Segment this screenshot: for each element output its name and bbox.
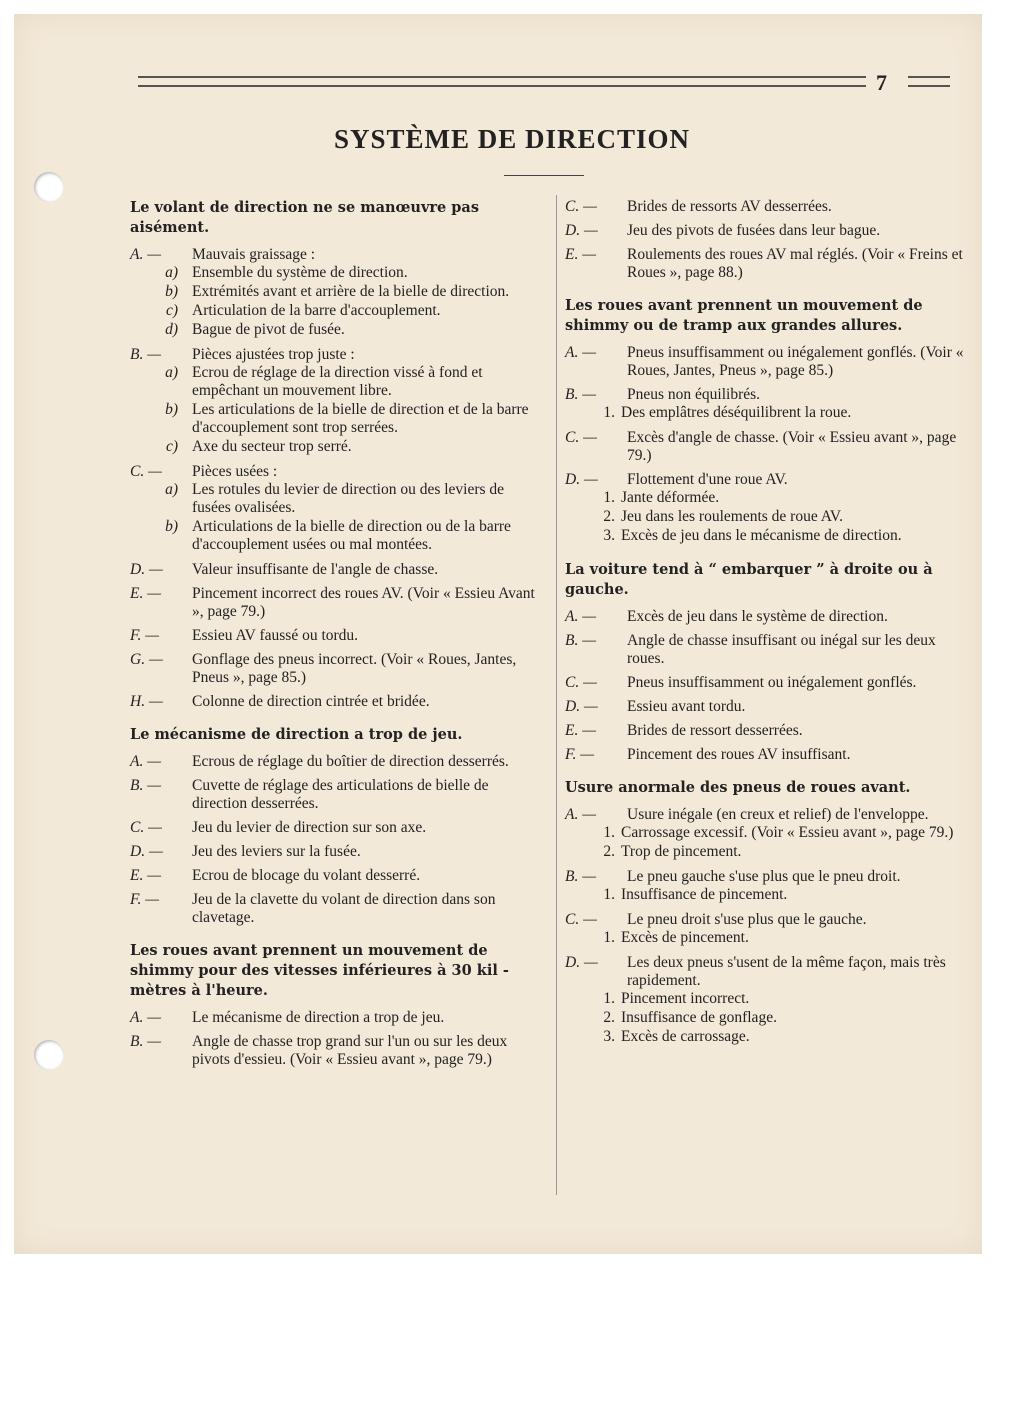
item-text: Valeur insuffisante de l'angle de chasse. [192, 561, 439, 578]
sub-item [603, 1028, 965, 1046]
sub-item-label: a) [165, 364, 178, 381]
item-text: Angle de chasse insuffisant ou inégal sur les deux roues. [627, 632, 936, 667]
sub-item-label: 1. [603, 824, 615, 841]
list-item [565, 806, 965, 862]
list-item [565, 429, 965, 465]
item-body [627, 198, 965, 216]
sub-item [603, 990, 965, 1008]
list-item [565, 954, 965, 1047]
list-item [130, 891, 540, 927]
item-text: Roulements des roues AV mal réglés. (Voir « Freins et Roues », page 88.) [627, 246, 963, 281]
item-body [603, 471, 965, 546]
item-label: A. — [565, 344, 596, 361]
section [565, 560, 965, 764]
item-body [192, 819, 540, 837]
list-item [565, 246, 965, 282]
item-text: Brides de ressorts AV desserrées. [627, 198, 832, 215]
item-text: Mauvais graissage : [192, 246, 316, 263]
item-label: D. — [130, 561, 163, 578]
item-label: B. — [130, 1033, 161, 1050]
sub-item-text: Excès de pincement. [621, 929, 749, 946]
item-label: C. — [130, 819, 162, 836]
item-label: H. — [130, 693, 163, 710]
section-heading: Usure anormale des pneus de roues avant. [565, 779, 911, 796]
sub-item-text: Insuffisance de pincement. [621, 886, 788, 903]
sub-item-label: 1. [603, 929, 615, 946]
item-text: Pneus insuffisamment ou inégalement gonflés. (Voir « Roues, Jantes, Pneus », page 85.) [627, 344, 964, 379]
item-text: Excès d'angle de chasse. (Voir « Essieu avant », page 79.) [627, 429, 957, 464]
sub-item-label: 1. [603, 886, 615, 903]
sub-item-label: c) [165, 302, 178, 319]
list-item [565, 632, 965, 668]
item-text: Pneus insuffisamment ou inégalement gonflés. [627, 674, 917, 691]
sub-item-text: Excès de carrossage. [621, 1028, 750, 1045]
list-item [130, 753, 540, 771]
item-label: B. — [565, 868, 596, 885]
sub-item-text: Extrémités avant et arrière de la bielle de direction. [192, 283, 510, 300]
list-item [130, 463, 540, 555]
sub-item [165, 401, 540, 437]
sub-item-text: Les articulations de la bielle de direction et de la barre d'accouplement sont trop serrées. [192, 401, 529, 436]
sub-item-text: Des emplâtres déséquilibrent la roue. [621, 404, 852, 421]
item-body [603, 806, 965, 862]
item-text: Jeu de la clavette du volant de direction dans son clavetage. [192, 891, 496, 926]
item-body [603, 954, 965, 1047]
sub-item-text: Bague de pivot de fusée. [192, 321, 345, 338]
list-item [130, 819, 540, 837]
item-body [192, 777, 540, 813]
sub-item-label: 2. [603, 1009, 615, 1026]
sub-item-text: Ensemble du système de direction. [192, 264, 408, 281]
item-text: Pincement des roues AV insuffisant. [627, 746, 851, 763]
list-item [565, 722, 965, 740]
sub-item [165, 321, 540, 339]
item-text: Le pneu droit s'use plus que le gauche. [627, 911, 867, 928]
section [565, 778, 965, 1047]
left-column [130, 198, 540, 1083]
list-item [565, 198, 965, 216]
punch-hole [34, 172, 64, 202]
item-label: C. — [565, 911, 597, 928]
item-body [627, 608, 965, 626]
sub-item-label: 1. [603, 990, 615, 1007]
list-item [565, 868, 965, 905]
item-body [627, 698, 965, 716]
item-body [627, 344, 965, 380]
sub-item-label: 1. [603, 404, 615, 421]
item-label: E. — [565, 246, 596, 263]
sub-item-label: b) [165, 401, 178, 418]
sub-item-label: 2. [603, 843, 615, 860]
sub-item-label: 3. [603, 527, 615, 544]
sub-item [165, 481, 540, 517]
item-text: Pneus non équilibrés. [627, 386, 761, 403]
sub-item [603, 489, 965, 507]
item-body [192, 1009, 540, 1027]
sub-item-text: Carrossage excessif. (Voir « Essieu avant », page 79.) [621, 824, 954, 841]
sub-item [165, 264, 540, 282]
item-body [192, 693, 540, 711]
item-text: Jeu des pivots de fusées dans leur bague. [627, 222, 881, 239]
title-underline [504, 175, 584, 176]
item-label: G. — [130, 651, 163, 668]
item-body [627, 674, 965, 692]
sub-item-label: 1. [603, 489, 615, 506]
sub-item [165, 438, 540, 456]
item-body [192, 1033, 540, 1069]
item-body [627, 222, 965, 240]
sub-item-text: Pincement incorrect. [621, 990, 750, 1007]
item-text: Ecrous de réglage du boîtier de direction desserrés. [192, 753, 509, 770]
item-text: Jeu des leviers sur la fusée. [192, 843, 361, 860]
item-label: C. — [130, 463, 162, 480]
section [130, 941, 540, 1069]
item-label: F. — [565, 746, 595, 763]
item-body [165, 346, 540, 457]
list-item [130, 627, 540, 645]
item-label: A. — [130, 1009, 161, 1026]
item-label: B. — [565, 386, 596, 403]
section [130, 198, 540, 711]
section [130, 725, 540, 927]
item-label: C. — [565, 429, 597, 446]
punch-hole [34, 1040, 64, 1070]
item-text: Pièces ajustées trop juste : [192, 346, 355, 363]
sub-item-label: a) [165, 481, 178, 498]
item-body [165, 463, 540, 555]
item-text: Essieu AV faussé ou tordu. [192, 627, 359, 644]
sub-item [165, 518, 540, 554]
item-body [165, 246, 540, 340]
section-heading: Les roues avant prennent un mouvement de shimmy ou de tramp aux grandes allures. [565, 297, 923, 334]
list-item [565, 344, 965, 380]
list-item [565, 674, 965, 692]
list-item [130, 1033, 540, 1069]
item-label: B. — [130, 777, 161, 794]
item-body [192, 891, 540, 927]
sub-item-label: 2. [603, 508, 615, 525]
item-text: Le mécanisme de direction a trop de jeu. [192, 1009, 445, 1026]
item-body [627, 429, 965, 465]
item-text: Excès de jeu dans le système de direction. [627, 608, 888, 625]
sub-item-text: Jeu dans les roulements de roue AV. [621, 508, 843, 525]
list-item [130, 561, 540, 579]
item-text: Le pneu gauche s'use plus que le pneu droit. [627, 868, 901, 885]
list-item [130, 651, 540, 687]
sub-item [603, 843, 965, 861]
item-label: A. — [130, 753, 161, 770]
item-text: Flottement d'une roue AV. [627, 471, 788, 488]
header-rule [138, 76, 866, 87]
item-label: A. — [565, 806, 596, 823]
item-label: F. — [130, 627, 160, 644]
list-item [130, 585, 540, 621]
item-text: Angle de chasse trop grand sur l'un ou sur les deux pivots d'essieu. (Voir « Essieu avant », page 79.) [192, 1033, 508, 1068]
list-item [565, 746, 965, 764]
section [565, 198, 965, 282]
item-text: Pièces usées : [192, 463, 278, 480]
item-text: Jeu du levier de direction sur son axe. [192, 819, 427, 836]
sub-item [603, 886, 965, 904]
right-column [565, 198, 965, 1061]
sub-item-text: Les rotules du levier de direction ou des leviers de fusées ovalisées. [192, 481, 505, 516]
item-label: B. — [565, 632, 596, 649]
item-label: C. — [565, 198, 597, 215]
list-item [565, 698, 965, 716]
list-item [130, 867, 540, 885]
item-body [627, 746, 965, 764]
sub-item-text: Excès de jeu dans le mécanisme de direction. [621, 527, 902, 544]
list-item [565, 608, 965, 626]
page-number: 7 [876, 70, 887, 95]
item-body [627, 632, 965, 668]
sub-item-text: Insuffisance de gonflage. [621, 1009, 777, 1026]
section-heading: Les roues avant prennent un mouvement de shimmy pour des vitesses inférieures à 30 kil - mètres à l'heure. [130, 942, 509, 999]
sub-item-label: b) [165, 283, 178, 300]
item-body [627, 246, 965, 282]
item-body [603, 868, 965, 905]
item-label: D. — [565, 698, 598, 715]
sub-item [603, 508, 965, 526]
section [565, 296, 965, 546]
item-text: Colonne de direction cintrée et bridée. [192, 693, 430, 710]
sub-item-text: Jante déformée. [621, 489, 720, 506]
item-label: A. — [565, 608, 596, 625]
sub-item [603, 824, 965, 842]
item-text: Pincement incorrect des roues AV. (Voir « Essieu Avant », page 79.) [192, 585, 535, 620]
sub-item [603, 929, 965, 947]
item-body [192, 561, 540, 579]
page-title: SYSTÈME DE DIRECTION [333, 124, 691, 154]
item-label: E. — [130, 867, 161, 884]
list-item [565, 386, 965, 423]
item-label: B. — [130, 346, 161, 363]
sub-item-label: a) [165, 264, 178, 281]
sub-item-label: c) [165, 438, 178, 455]
item-text: Cuvette de réglage des articulations de bielle de direction desserrées. [192, 777, 489, 812]
item-body [192, 753, 540, 771]
item-label: D. — [565, 954, 598, 971]
item-label: D. — [130, 843, 163, 860]
item-body [192, 627, 540, 645]
sub-item-text: Articulation de la barre d'accouplement. [192, 302, 441, 319]
item-label: D. — [565, 471, 598, 488]
sub-item [603, 1009, 965, 1027]
column-divider [556, 195, 557, 1195]
item-text: Usure inégale (en creux et relief) de l'enveloppe. [627, 806, 929, 823]
sub-item [165, 302, 540, 320]
item-body [192, 585, 540, 621]
sub-item [603, 404, 965, 422]
sub-item [165, 364, 540, 400]
item-label: C. — [565, 674, 597, 691]
list-item [565, 222, 965, 240]
item-label: D. — [565, 222, 598, 239]
list-item [565, 471, 965, 546]
sub-item-label: b) [165, 518, 178, 535]
item-body [627, 722, 965, 740]
list-item [130, 843, 540, 861]
item-body [192, 843, 540, 861]
sub-item [603, 527, 965, 545]
section-heading: La voiture tend à “ embarquer ” à droite ou à gauche. [565, 561, 933, 598]
item-label: E. — [565, 722, 596, 739]
list-item [130, 777, 540, 813]
item-body [192, 651, 540, 687]
item-body [603, 911, 965, 948]
sub-item-text: Trop de pincement. [621, 843, 742, 860]
item-body [603, 386, 965, 423]
item-body [192, 867, 540, 885]
section-heading: Le volant de direction ne se manœuvre pas aisément. [130, 199, 479, 236]
sub-item-text: Axe du secteur trop serré. [192, 438, 352, 455]
sub-item-label: d) [165, 321, 178, 338]
list-item [130, 1009, 540, 1027]
item-text: Ecrou de blocage du volant desserré. [192, 867, 421, 884]
item-text: Brides de ressort desserrées. [627, 722, 803, 739]
list-item [130, 693, 540, 711]
item-text: Essieu avant tordu. [627, 698, 746, 715]
list-item [130, 246, 540, 340]
list-item [130, 346, 540, 457]
sub-item [165, 283, 540, 301]
item-label: E. — [130, 585, 161, 602]
list-item [565, 911, 965, 948]
sub-item-text: Ecrou de réglage de la direction vissé à fond et empêchant un mouvement libre. [192, 364, 483, 399]
item-text: Gonflage des pneus incorrect. (Voir « Roues, Jantes, Pneus », page 85.) [192, 651, 517, 686]
item-label: F. — [130, 891, 160, 908]
sub-item-text: Articulations de la bielle de direction ou de la barre d'accouplement usées ou mal montées. [192, 518, 511, 553]
item-text: Les deux pneus s'usent de la même façon, mais très rapidement. [627, 954, 946, 989]
sub-item-label: 3. [603, 1028, 615, 1045]
header-rule-right [908, 76, 950, 87]
section-heading: Le mécanisme de direction a trop de jeu. [130, 726, 463, 743]
item-label: A. — [130, 246, 161, 263]
